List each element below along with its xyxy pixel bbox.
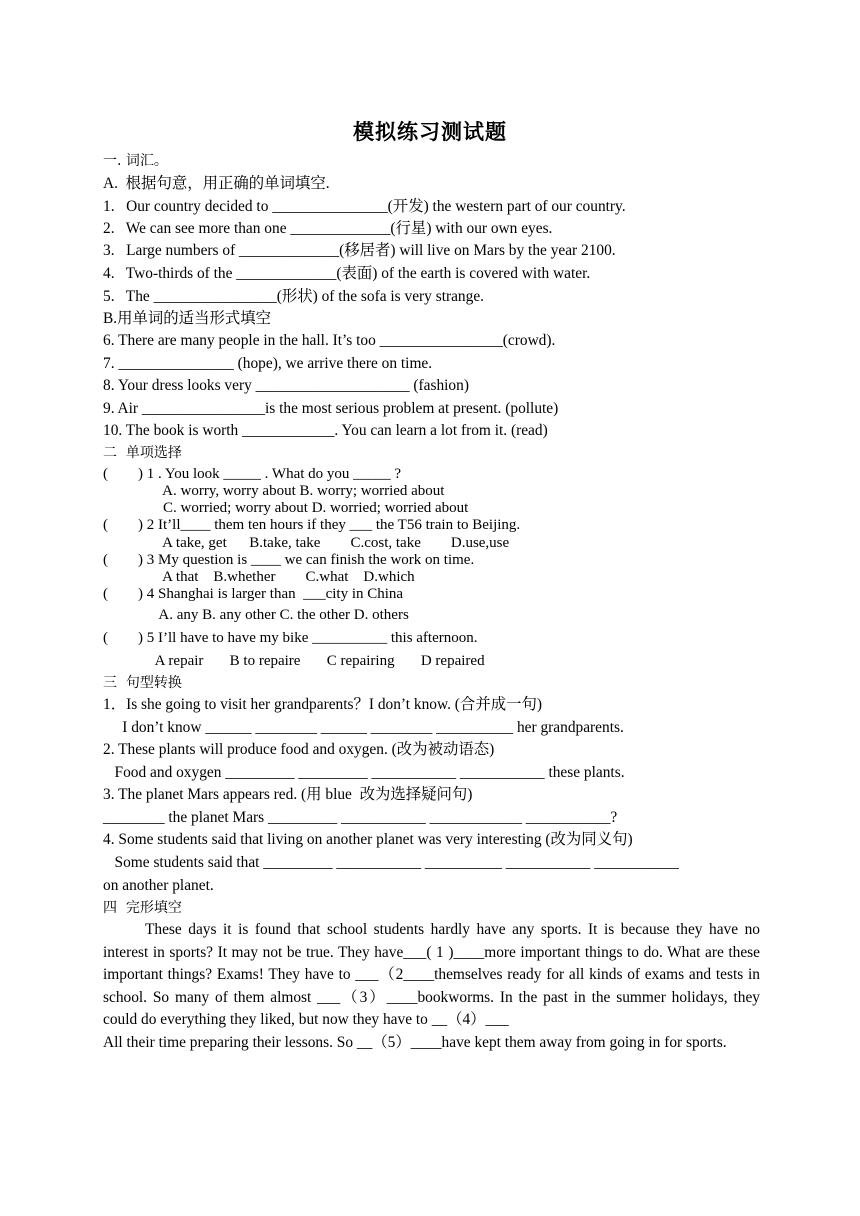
vocab-item-2: 2. We can see more than one _____________(行星) with our own eyes.: [103, 220, 553, 237]
part-b-instruction: B.用单词的适当形式填空: [103, 310, 272, 327]
choice-q3: ( ) 3 My question is ____ we can finish the work on time.: [103, 552, 475, 568]
part-a-instruction: A. 根据句意，用正确的单词填空.: [103, 175, 330, 192]
transform-q4-blank-end: on another planet.: [103, 877, 214, 894]
choice-q4: ( ) 4 Shanghai is larger than ___city in China: [103, 586, 404, 602]
word-form-item-9: 9. Air ________________is the most serious problem at present. (pollute): [103, 400, 559, 417]
transform-q3-blank: ________ the planet Mars _________ ___________ ____________ ___________?: [103, 809, 618, 826]
transform-q2: 2. These plants will produce food and oxygen. (改为被动语态): [103, 741, 495, 758]
vocab-item-5: 5. The ________________(形状) of the sofa is very strange.: [103, 288, 484, 305]
vocab-item-1: 1. Our country decided to _______________(开发) the western part of our country.: [103, 198, 626, 215]
word-form-item-10: 10. The book is worth ____________. You can learn a lot from it. (read): [103, 422, 548, 439]
page-title: 模拟练习测试题: [353, 120, 507, 144]
transform-q3: 3. The planet Mars appears red. (用 blue 改为选择疑问句): [103, 786, 473, 803]
word-form-item-6: 6. There are many people in the hall. It’s too ________________(crowd).: [103, 332, 556, 349]
section-2-heading: 二 单项选择: [103, 445, 182, 461]
word-form-item-8: 8. Your dress looks very ____________________ (fashion): [103, 377, 469, 394]
vocab-item-4: 4. Two-thirds of the _____________(表面) of the earth is covered with water.: [103, 265, 591, 282]
cloze-paragraph-2: All their time preparing their lessons. So __（5）____have kept them away from going in for sports.: [103, 1033, 727, 1051]
choice-q2-options: A take, get B.take, take C.cost, take D.use,use: [103, 535, 510, 551]
transform-q1-blank: I don’t know ______ ________ ______ ________ __________ her grandparents.: [103, 719, 624, 736]
choice-q3-options: A that B.whether C.what D.which: [103, 569, 415, 585]
choice-q5-options: A repair B to repaire C repairing D repaired: [103, 653, 485, 669]
choice-q1-options-ab: A. worry, worry about B. worry; worried about: [103, 483, 445, 499]
word-form-item-7: 7. _______________ (hope), we arrive there on time.: [103, 355, 433, 372]
choice-q4-options: A. any B. any other C. the other D. others: [103, 607, 409, 623]
section-4-heading: 四 完形填空: [103, 900, 182, 916]
section-1-heading: 一. 词汇。: [103, 153, 168, 169]
transform-q1: 1．Is she going to visit her grandparents？I don’t know. (合并成一句): [103, 696, 543, 713]
transform-q4-blank: Some students said that _________ ___________ __________ ___________ ___________: [103, 854, 679, 871]
choice-q2: ( ) 2 It’ll____ them ten hours if they ___ the T56 train to Beijing.: [103, 517, 521, 533]
choice-q5: ( ) 5 I’ll have to have my bike __________ this afternoon.: [103, 630, 478, 646]
transform-q2-blank: Food and oxygen _________ _________ ___________ ___________ these plants.: [103, 764, 625, 781]
cloze-paragraph-1: These days it is found that school students hardly have any sports. It is because they have no interest in sports? It may not be true. They have___( 1 )____more important things to do. What are these important things? Exams! They have to ___（2____themselves ready for all kinds of exams and tests in school. So many of them almost ___（3）____bookworms. In the past in the summer holidays, they could do everything they liked, but now they have to __（4）___: [103, 921, 760, 1029]
cloze-passage: [103, 919, 760, 1055]
choice-q1-options-cd: C. worried; worry about D. worried; worried about: [103, 500, 469, 516]
section-3-heading: 三 句型转换: [103, 675, 182, 691]
choice-q1: ( ) 1 . You look _____ . What do you _____ ?: [103, 466, 402, 482]
transform-q4: 4. Some students said that living on another planet was very interesting (改为同义句): [103, 831, 633, 848]
vocab-item-3: 3. Large numbers of _____________(移居者) will live on Mars by the year 2100.: [103, 242, 616, 259]
